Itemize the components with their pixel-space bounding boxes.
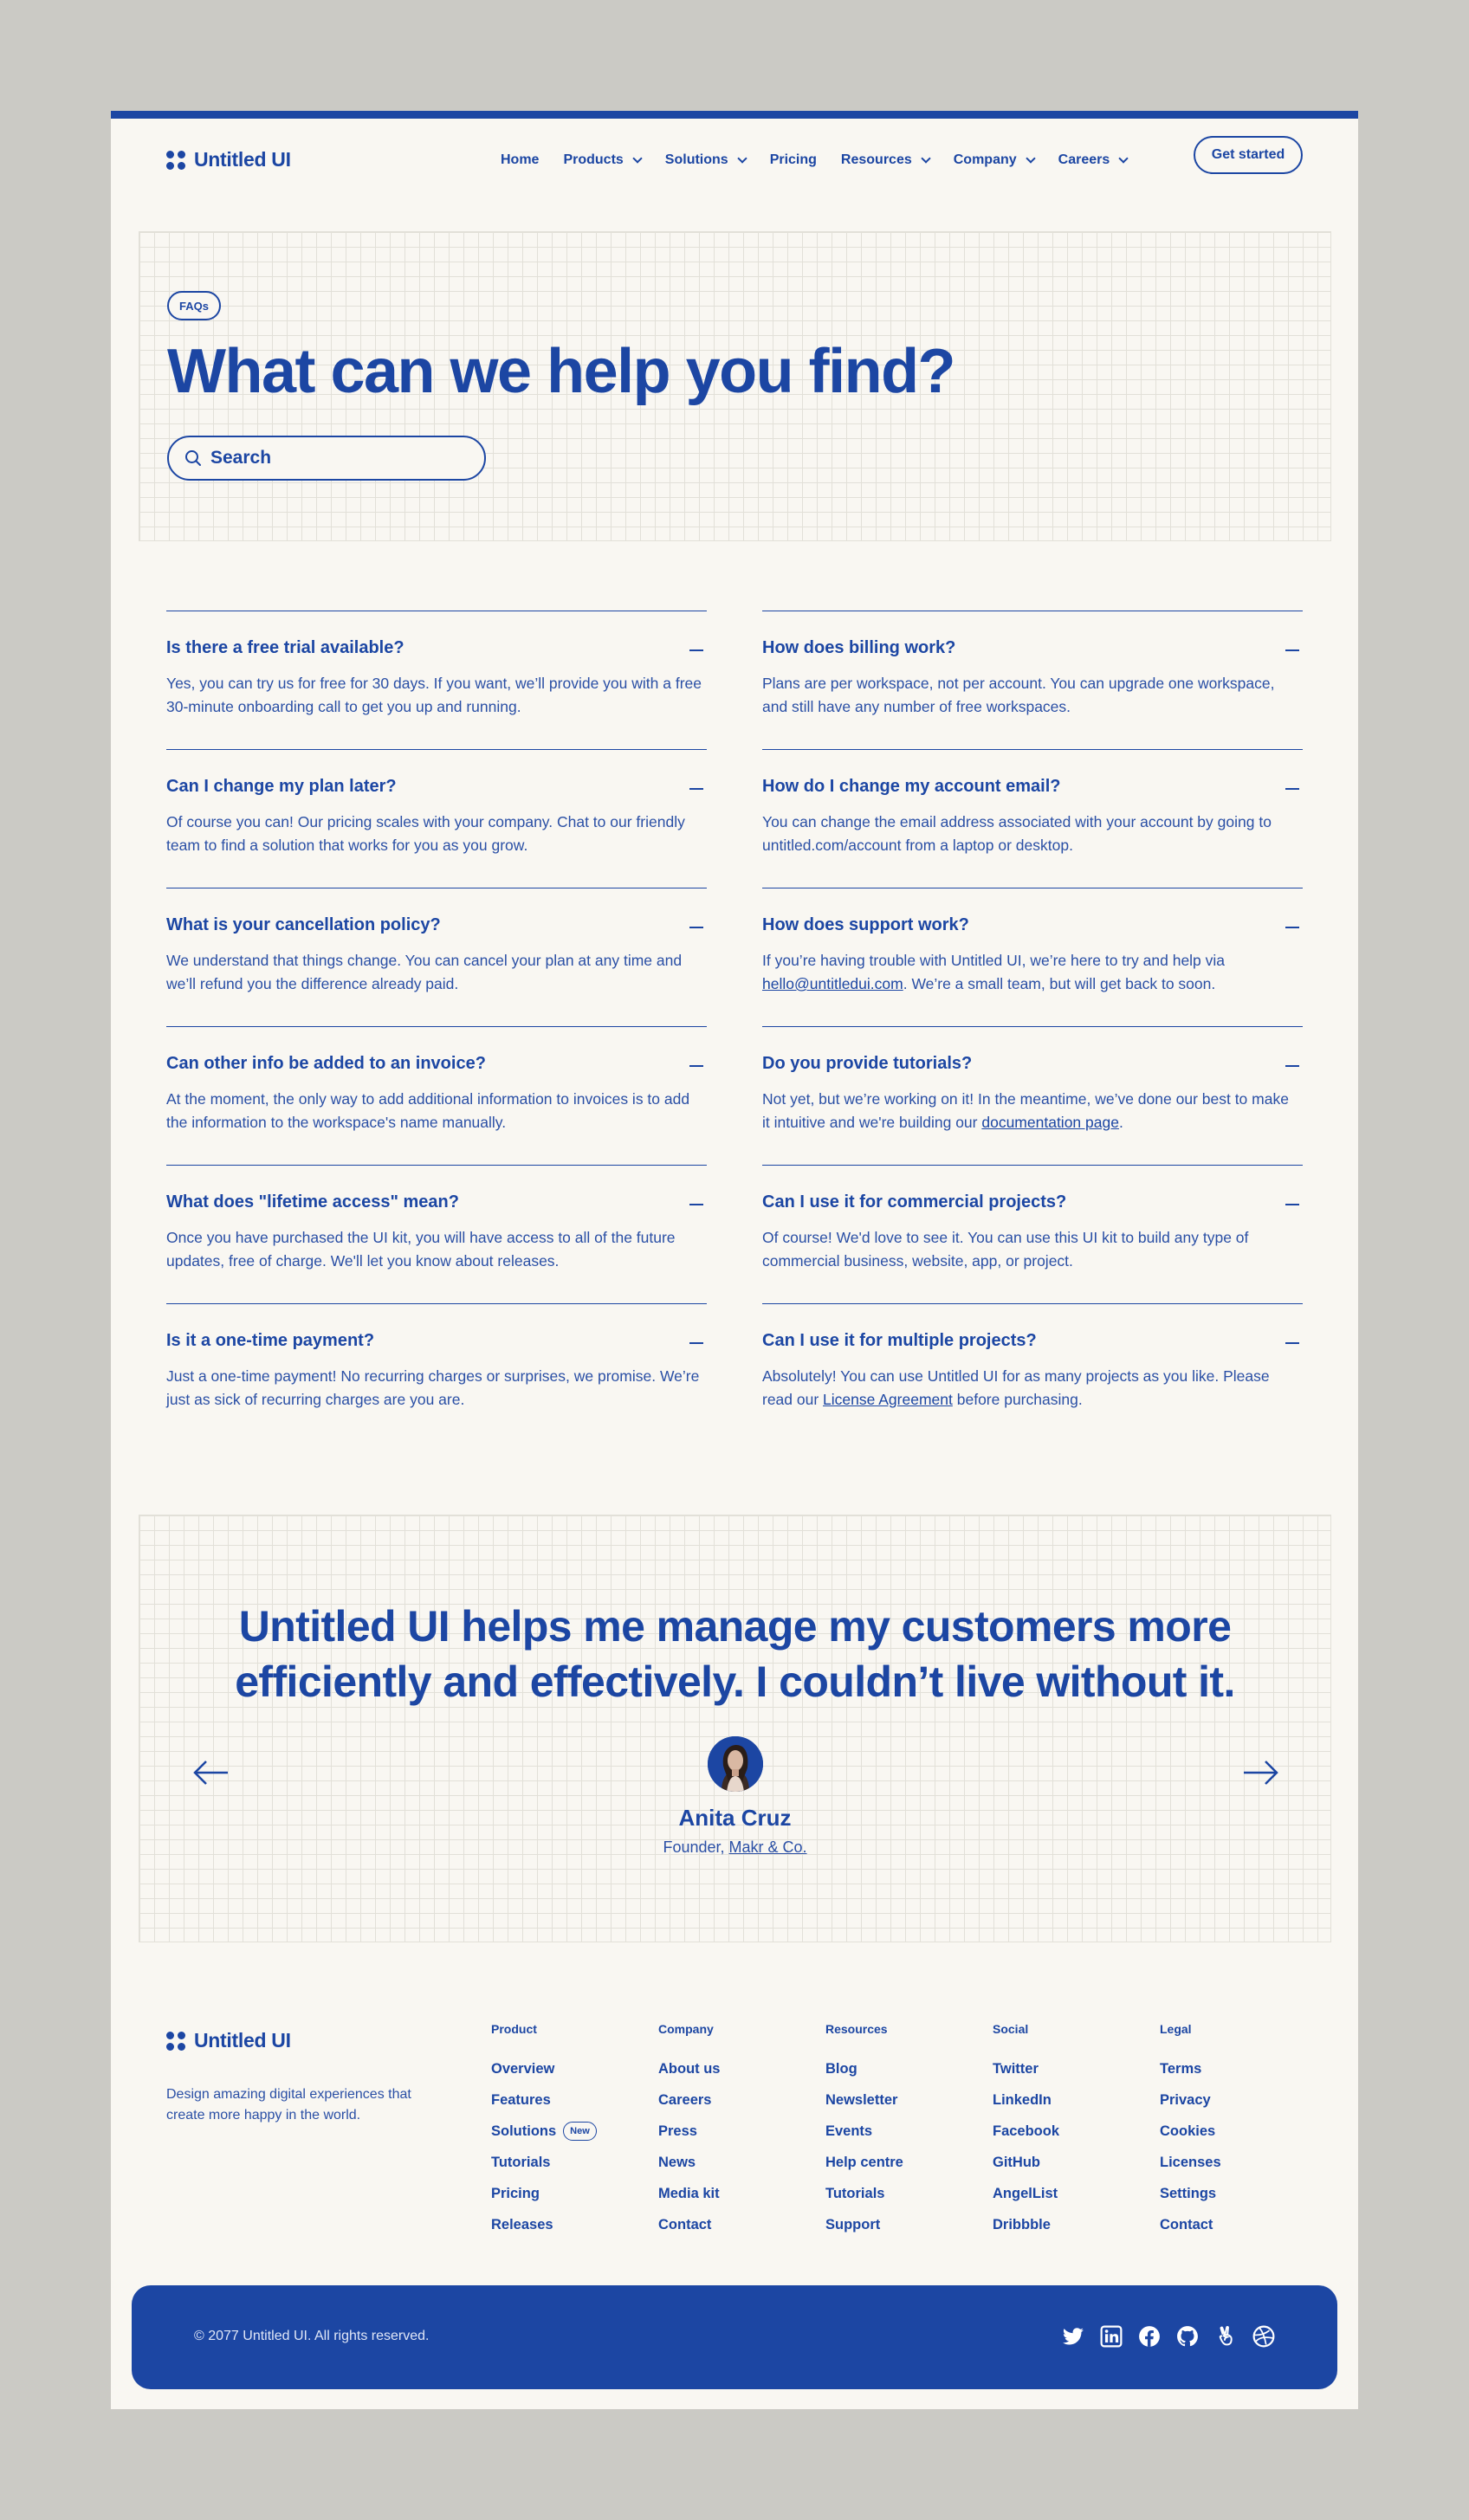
hero-section bbox=[139, 231, 1331, 541]
footer-link[interactable] bbox=[825, 2084, 903, 2116]
arrow-left-icon[interactable] bbox=[191, 1760, 230, 1786]
faq-column-right bbox=[762, 611, 1303, 1442]
footer-column-title: Product bbox=[491, 2022, 537, 2036]
faq-answer: Once you have purchased the UI kit, you will have access to all of the future updates, free of charge. We'll let you know about releases. bbox=[166, 1229, 676, 1270]
footer-link[interactable] bbox=[1160, 2116, 1221, 2147]
linkedin-icon[interactable] bbox=[1100, 2325, 1123, 2348]
faq-question[interactable]: Can I use it for commercial projects? bbox=[762, 1192, 1067, 1212]
answer-link[interactable]: hello@untitledui.com bbox=[762, 975, 903, 992]
footer-link[interactable] bbox=[658, 2178, 721, 2209]
footer-logo[interactable] bbox=[166, 2029, 291, 2052]
dribbble-icon[interactable] bbox=[1252, 2325, 1275, 2348]
footer-link-label: Dribbble bbox=[993, 2216, 1051, 2232]
footer-link[interactable] bbox=[993, 2147, 1059, 2178]
footer-link-label: About us bbox=[658, 2060, 721, 2077]
faq-question[interactable]: Is it a one-time payment? bbox=[166, 1331, 375, 1350]
answer-text: Absolutely! You can use Untitled UI for as many projects as you like. Please read our bbox=[762, 1367, 1270, 1408]
footer-link-label: Tutorials bbox=[491, 2154, 551, 2170]
footer-column-company bbox=[658, 2022, 721, 2240]
faq-item bbox=[166, 611, 707, 749]
footer-link[interactable] bbox=[1160, 2147, 1221, 2178]
nav-item-products[interactable] bbox=[563, 152, 640, 168]
footer-link-label: Solutions bbox=[491, 2123, 557, 2139]
footer-link-label: Blog bbox=[825, 2060, 857, 2077]
footer-column-title: Social bbox=[993, 2022, 1029, 2036]
footer-link[interactable] bbox=[993, 2116, 1059, 2147]
footer-column-product bbox=[491, 2022, 597, 2240]
faq-column-left bbox=[166, 611, 707, 1442]
footer-link-label: Licenses bbox=[1160, 2154, 1221, 2170]
minus-icon[interactable] bbox=[689, 1204, 703, 1205]
footer-link-label: AngelList bbox=[993, 2185, 1058, 2201]
faq-question[interactable]: How does billing work? bbox=[762, 638, 956, 657]
faq-item bbox=[762, 611, 1303, 749]
minus-icon[interactable] bbox=[1285, 1204, 1299, 1205]
footer-link[interactable] bbox=[658, 2209, 721, 2240]
footer-column-title: Resources bbox=[825, 2022, 888, 2036]
footer-link-label: Newsletter bbox=[825, 2091, 898, 2108]
company-link[interactable]: Makr & Co. bbox=[728, 1838, 807, 1856]
footer-link-label: Contact bbox=[658, 2216, 712, 2232]
faq-item bbox=[166, 1165, 707, 1303]
nav-item-resources[interactable] bbox=[841, 152, 929, 168]
footer-link-label: Twitter bbox=[993, 2060, 1039, 2077]
minus-icon[interactable] bbox=[689, 788, 703, 790]
answer-text: before purchasing. bbox=[952, 1391, 1083, 1408]
footer-link-label: Features bbox=[491, 2091, 551, 2108]
footer-link-label: Media kit bbox=[658, 2185, 720, 2201]
footer-link[interactable] bbox=[658, 2053, 721, 2084]
answer-text: . bbox=[1118, 1114, 1123, 1131]
chevron-down-icon bbox=[632, 153, 642, 163]
faq-question[interactable]: Can other info be added to an invoice? bbox=[166, 1054, 486, 1073]
nav-label: Pricing bbox=[769, 152, 817, 167]
faq-item bbox=[762, 1165, 1303, 1303]
testimonial-role bbox=[139, 1838, 1330, 1857]
faq-item bbox=[762, 888, 1303, 1026]
facebook-icon[interactable] bbox=[1138, 2325, 1161, 2348]
footer-link-label: Pricing bbox=[491, 2185, 540, 2201]
faq-answer bbox=[762, 949, 1299, 996]
faq-question[interactable]: What does "lifetime access" mean? bbox=[166, 1192, 459, 1212]
footer-link[interactable] bbox=[993, 2053, 1059, 2084]
nav-item-home[interactable] bbox=[501, 152, 539, 168]
nav-label: Products bbox=[563, 152, 624, 167]
footer-link-label: Privacy bbox=[1160, 2091, 1211, 2108]
logo[interactable] bbox=[166, 148, 291, 171]
minus-icon[interactable] bbox=[689, 649, 703, 651]
nav-item-solutions[interactable] bbox=[665, 152, 746, 168]
page-title: What can we help you find? bbox=[167, 337, 955, 406]
faq-answer bbox=[762, 1365, 1299, 1412]
quote-line-2: efficiently and effectively. I couldn’t live without it. bbox=[235, 1657, 1235, 1706]
nav-label: Home bbox=[501, 152, 540, 167]
footer-column-resources bbox=[825, 2022, 903, 2240]
footer-link-label: Press bbox=[658, 2123, 697, 2139]
nav-item-company[interactable] bbox=[954, 152, 1034, 168]
logo-icon bbox=[166, 2032, 185, 2051]
footer-link[interactable] bbox=[491, 2178, 597, 2209]
footer-column-title: Legal bbox=[1160, 2022, 1192, 2036]
footer-link[interactable] bbox=[1160, 2178, 1221, 2209]
faq-item bbox=[762, 749, 1303, 888]
footer-link-label: News bbox=[658, 2154, 696, 2170]
faq-item bbox=[166, 1026, 707, 1165]
avatar bbox=[708, 1736, 763, 1792]
footer-link-label: Support bbox=[825, 2216, 881, 2232]
nav-label: Resources bbox=[840, 152, 912, 167]
search-box[interactable] bbox=[167, 436, 486, 481]
faq-question[interactable]: How does support work? bbox=[762, 915, 969, 934]
faq-question[interactable]: Can I change my plan later? bbox=[166, 777, 397, 796]
faq-answer: Yes, you can try us for free for 30 days. If you want, we’ll provide you with a free 30-minute onboarding call to get you up and running. bbox=[166, 675, 702, 715]
get-started-button[interactable]: Get started bbox=[1194, 136, 1303, 174]
faq-question[interactable]: Do you provide tutorials? bbox=[762, 1054, 973, 1073]
footer-link[interactable] bbox=[825, 2116, 903, 2147]
page bbox=[111, 111, 1358, 2409]
role-prefix: Founder, bbox=[663, 1838, 729, 1856]
minus-icon[interactable] bbox=[1285, 649, 1299, 651]
github-icon[interactable] bbox=[1176, 2325, 1199, 2348]
footer-link[interactable] bbox=[825, 2053, 903, 2084]
minus-icon[interactable] bbox=[689, 927, 703, 928]
search-input[interactable] bbox=[210, 448, 470, 468]
faq-item bbox=[166, 888, 707, 1026]
footer-link-label: Terms bbox=[1160, 2060, 1202, 2077]
minus-icon[interactable] bbox=[689, 1342, 703, 1344]
nav-item-careers[interactable] bbox=[1058, 152, 1128, 168]
footer-link[interactable] bbox=[658, 2084, 721, 2116]
faq-question[interactable]: Can I use it for multiple projects? bbox=[762, 1331, 1037, 1350]
answer-text: Not yet, but we’re working on it! In the meantime, we’ve done our best to make it intuitive and we're building our bbox=[762, 1090, 1289, 1131]
footer-link-label: Overview bbox=[491, 2060, 555, 2077]
nav-item-pricing[interactable] bbox=[770, 152, 817, 168]
logo-text: Untitled UI bbox=[194, 148, 291, 171]
minus-icon[interactable] bbox=[689, 1065, 703, 1067]
main-nav bbox=[501, 152, 1151, 168]
faq-answer: Just a one-time payment! No recurring charges or surprises, we promise. We’re just as sick of recurring charges are you are. bbox=[166, 1367, 700, 1408]
faq-item bbox=[166, 1303, 707, 1442]
faq-answer: You can change the email address associated with your account by going to untitled.com/account from a laptop or desktop. bbox=[762, 813, 1272, 854]
footer-link[interactable] bbox=[993, 2084, 1059, 2116]
minus-icon[interactable] bbox=[1285, 1342, 1299, 1344]
faq-item bbox=[166, 749, 707, 888]
chevron-down-icon bbox=[1026, 153, 1035, 163]
footer-link[interactable] bbox=[491, 2116, 597, 2147]
footer-link-label: Facebook bbox=[993, 2123, 1060, 2139]
new-badge: New bbox=[563, 2122, 597, 2141]
testimonial-name: Anita Cruz bbox=[678, 1805, 792, 1831]
nav-label: Careers bbox=[1058, 152, 1110, 167]
footer-link-label: Events bbox=[825, 2123, 873, 2139]
faq-answer bbox=[762, 1088, 1299, 1134]
nav-label: Solutions bbox=[664, 152, 728, 167]
faq-item bbox=[762, 1026, 1303, 1165]
footer-link-label: Contact bbox=[1160, 2216, 1213, 2232]
faq-answer: Plans are per workspace, not per account. You can upgrade one workspace, and still have any number of free workspaces. bbox=[762, 675, 1275, 715]
footer-link-label: Settings bbox=[1160, 2185, 1217, 2201]
angellist-icon[interactable] bbox=[1214, 2325, 1237, 2348]
faq-question[interactable]: Is there a free trial available? bbox=[166, 638, 404, 657]
footer-link[interactable] bbox=[825, 2178, 903, 2209]
footer-link-label: Careers bbox=[658, 2091, 712, 2108]
testimonial-section bbox=[139, 1515, 1331, 1942]
footer-link[interactable] bbox=[993, 2178, 1059, 2209]
answer-text: If you’re having trouble with Untitled UI, we’re here to try and help via bbox=[762, 952, 1226, 969]
chevron-down-icon bbox=[1119, 153, 1129, 163]
faq-answer: We understand that things change. You can cancel your plan at any time and we’ll refund you the difference already paid. bbox=[166, 952, 683, 992]
footer-link[interactable] bbox=[1160, 2209, 1221, 2240]
answer-text: . We’re a small team, but will get back to soon. bbox=[903, 975, 1216, 992]
footer-link[interactable] bbox=[658, 2147, 721, 2178]
twitter-icon[interactable] bbox=[1062, 2325, 1084, 2348]
footer-link[interactable] bbox=[993, 2209, 1059, 2240]
answer-link[interactable]: License Agreement bbox=[823, 1391, 953, 1408]
footer-link[interactable] bbox=[825, 2147, 903, 2178]
faq-question[interactable]: What is your cancellation policy? bbox=[166, 915, 441, 934]
footer-link[interactable] bbox=[491, 2147, 597, 2178]
faq-question[interactable]: How do I change my account email? bbox=[762, 777, 1061, 796]
site-header bbox=[111, 119, 1358, 195]
footer-link[interactable] bbox=[825, 2209, 903, 2240]
answer-link[interactable]: documentation page bbox=[981, 1114, 1119, 1131]
faq-answer: Of course you can! Our pricing scales with your company. Chat to our friendly team to find a solution that works for you as you grow. bbox=[166, 813, 685, 854]
footer-bottom-bar bbox=[132, 2285, 1337, 2389]
quote-line-1: Untitled UI helps me manage my customers more bbox=[238, 1602, 1232, 1651]
footer-link-label: Cookies bbox=[1160, 2123, 1216, 2139]
footer-link-label: LinkedIn bbox=[993, 2091, 1052, 2108]
logo-icon bbox=[166, 151, 185, 170]
search-icon bbox=[184, 449, 202, 467]
minus-icon[interactable] bbox=[1285, 788, 1299, 790]
faq-answer: Of course! We'd love to see it. You can use this UI kit to build any type of commercial business, website, app, or project. bbox=[762, 1229, 1249, 1270]
footer-column-legal bbox=[1160, 2022, 1221, 2240]
footer-link-label: Help centre bbox=[825, 2154, 903, 2170]
footer-link-label: Tutorials bbox=[825, 2185, 885, 2201]
copyright: © 2077 Untitled UI. All rights reserved. bbox=[194, 2329, 430, 2343]
chevron-down-icon bbox=[921, 153, 930, 163]
footer-link-label: GitHub bbox=[993, 2154, 1040, 2170]
social-links bbox=[1062, 2325, 1275, 2348]
footer-link[interactable] bbox=[491, 2053, 597, 2084]
nav-label: Company bbox=[953, 152, 1017, 167]
faq-answer: At the moment, the only way to add additional information to invoices is to add the information to the workspace's name manually. bbox=[166, 1090, 690, 1131]
chevron-down-icon bbox=[737, 153, 747, 163]
minus-icon[interactable] bbox=[1285, 1065, 1299, 1067]
testimonial-quote bbox=[139, 1599, 1330, 1709]
arrow-right-icon[interactable] bbox=[1242, 1760, 1280, 1786]
footer-link[interactable] bbox=[658, 2116, 721, 2147]
faq-item bbox=[762, 1303, 1303, 1442]
footer-link[interactable] bbox=[491, 2084, 597, 2116]
footer-column-title: Company bbox=[658, 2022, 714, 2036]
footer-description: Design amazing digital experiences that create more happy in the world. bbox=[166, 2087, 411, 2123]
footer-link-label: Releases bbox=[491, 2216, 553, 2232]
footer-logo-text: Untitled UI bbox=[194, 2029, 291, 2052]
faq-badge: FAQs bbox=[167, 291, 221, 320]
footer-link[interactable] bbox=[1160, 2053, 1221, 2084]
footer-column-social bbox=[993, 2022, 1059, 2240]
minus-icon[interactable] bbox=[1285, 927, 1299, 928]
footer-link[interactable] bbox=[1160, 2084, 1221, 2116]
footer-link[interactable] bbox=[491, 2209, 597, 2240]
